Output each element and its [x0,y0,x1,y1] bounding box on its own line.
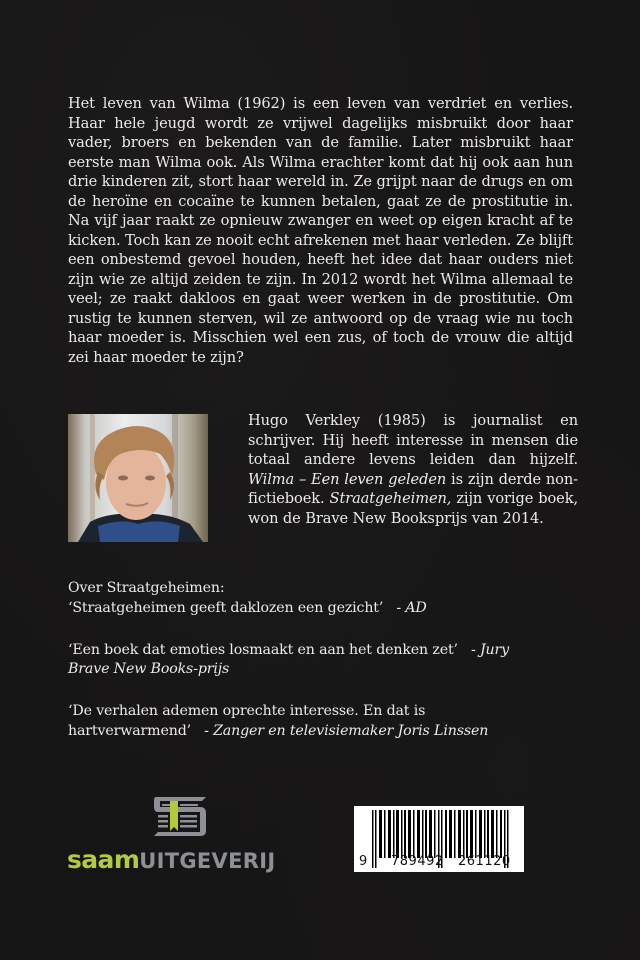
author-bio [248,411,578,529]
review-item [68,641,528,681]
bio-book-title: Wilma – Een leven geleden [248,470,447,488]
review-quote: ‘Een boek dat emoties losmaakt en aan het denken zet’ [68,641,458,658]
saam-logo-icon [150,795,210,838]
review-quote: ‘Straatgeheimen geeft daklozen een gezicht’ [68,599,384,616]
publisher-name-uitgeverij: UITGEVERIJ [139,849,276,873]
bio-previous-book-title: Straatgeheimen, [329,490,452,508]
bio-text: zijn vorige boek, won de Brave New Booksprijs van 2014. [248,490,578,527]
author-bio-paragraph [248,411,578,529]
author-photo [68,414,208,542]
synopsis-text [68,94,573,367]
review-source: - Jury Brave New Books-prijs [68,641,510,678]
isbn-digits [354,852,524,872]
isbn-first-digit: 9 [359,854,368,869]
publisher-logo [67,846,275,875]
bio-text: Hugo Verkley (1985) is journalist en schrijver. Hij heeft interesse in mensen die totaal andere levens leiden dan hijzelf. [248,412,578,469]
bio-text: is zijn derde non-fictieboek. [248,470,579,508]
isbn-barcode [354,806,524,872]
isbn-group-2: 261120 [458,854,511,869]
author-portrait-icon [68,414,208,542]
reviews-heading: Over Straatgeheimen: [68,580,225,596]
review-quote: ‘De verhalen ademen oprechte interesse. En dat is hartverwarmend’ [68,703,426,739]
review-source: - Zanger en televisiemaker Joris Linssen [204,722,489,739]
synopsis-paragraph: Het leven van Wilma (1962) is een leven van verdriet en verlies. Haar hele jeugd wordt ze vrijwel dagelijks misbruikt door haar vader, broers en bekenden van de familie. Later misbruikt haar eerste man Wilma ook. Als Wilma erachter komt dat hij ook aan hun drie kinderen zit, stort haar wereld in. Ze grijpt naar de drugs en om de heroïne en cocaïne te kunnen betalen, gaat ze de prostitutie in. Na vijf jaar raakt ze opnieuw zwanger en weet op eigen kracht af te kicken. Toch kan ze nooit echt afrekenen met haar verleden. Ze blijft een onbestemd gevoel houden, heeft het idee dat haar ouders niet zijn wie ze altijd zeiden te zijn. In 2012 wordt het Wilma allemaal te veel; ze raakt dakloos en gaat weer werken in de prostitutie. Om rustig te kunnen sterven, wil ze antwoord op de vraag wie nu toch haar moeder is. Misschien wel een zus, of toch de vrouw die altijd zei haar moeder te zijn? [68,95,573,366]
review-source: - AD [396,599,427,616]
isbn-group-1: 789492 [391,854,444,869]
publisher-name-saam: saam [67,845,140,874]
reviews-section [68,579,528,763]
review-item [68,579,528,619]
review-item [68,702,528,742]
